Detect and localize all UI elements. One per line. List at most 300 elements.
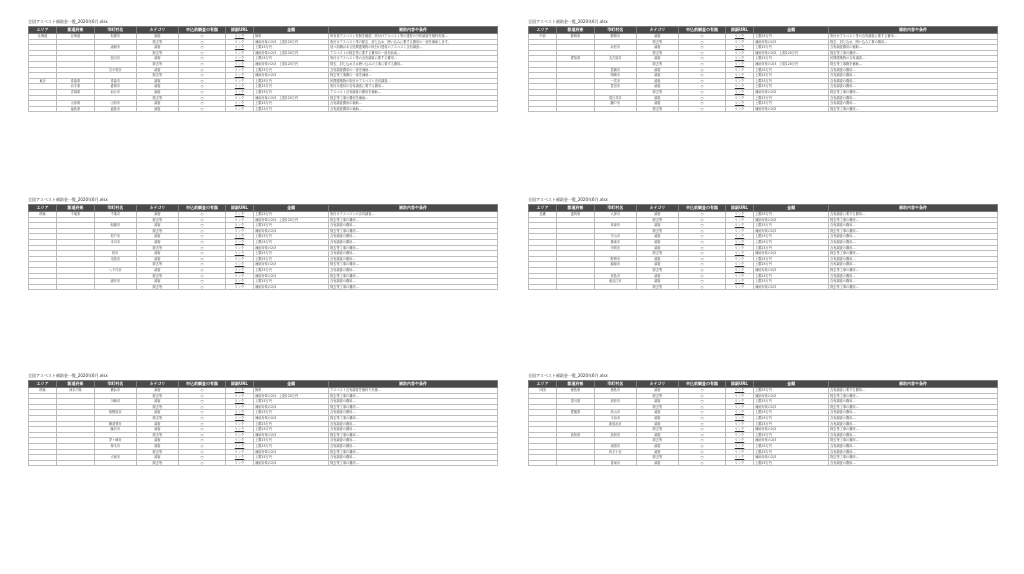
subsidy-table <box>528 380 998 466</box>
cell-cat: 調査 <box>636 223 678 229</box>
column-header: エリア <box>529 205 557 212</box>
detail-link[interactable]: リンク <box>725 61 753 67</box>
cell-pre: ○ <box>679 101 726 107</box>
cell-cond: 含有調査の費用… <box>829 73 998 79</box>
detail-link[interactable]: リンク <box>725 449 753 455</box>
cell-cat: 除去等 <box>636 89 678 95</box>
cell-cat: 調査 <box>636 256 678 262</box>
cell-cat: 除去等 <box>136 95 178 101</box>
page-header: 全国アスベスト補助金一覧_2020年6月.xlsx <box>528 197 608 202</box>
cell-cat: 調査 <box>636 245 678 251</box>
detail-link[interactable]: リンク <box>725 460 753 466</box>
cell-cond: 除去等工事の費用… <box>829 106 998 112</box>
detail-link[interactable]: リンク <box>225 239 253 245</box>
detail-link[interactable]: リンク <box>725 279 753 285</box>
table-row <box>29 460 498 466</box>
cell-cond: 除去等工事の費用を補助… <box>329 95 498 101</box>
detail-link[interactable]: リンク <box>725 73 753 79</box>
cell-cat: 調査 <box>136 34 178 40</box>
cell-cat: 調査 <box>136 251 178 257</box>
detail-link[interactable]: リンク <box>225 267 253 273</box>
cell-pre: ○ <box>179 228 226 234</box>
cell-pre: ○ <box>179 432 226 438</box>
cell-cat: 除去等 <box>136 404 178 410</box>
cell-cat: 除去等 <box>636 427 678 433</box>
cell-cond: 除去等工事の費用… <box>329 245 498 251</box>
column-header: カテゴリ <box>636 27 678 34</box>
detail-link[interactable]: リンク <box>225 56 253 62</box>
cell-cond: 含有調査の費用… <box>329 438 498 444</box>
cell-city: 札幌市 <box>94 34 136 40</box>
cell-cat: 調査 <box>136 223 178 229</box>
cell-region <box>29 284 57 290</box>
cell-cond: 含有調査の費用… <box>829 443 998 449</box>
cell-city: 浜松市 <box>594 45 636 51</box>
cell-pre: ○ <box>679 455 726 461</box>
detail-link[interactable]: リンク <box>225 399 253 405</box>
detail-link[interactable]: リンク <box>725 284 753 290</box>
cell-amount: 上限25万円 <box>754 256 829 262</box>
cell-region <box>529 460 557 466</box>
cell-cat: 調査 <box>136 443 178 449</box>
detail-link[interactable]: リンク <box>725 438 753 444</box>
detail-link[interactable]: リンク <box>725 273 753 279</box>
column-header: 市町村名 <box>94 381 136 388</box>
detail-link[interactable]: リンク <box>225 393 253 399</box>
cell-pre: ○ <box>679 45 726 51</box>
cell-pref: 千葉県 <box>57 212 95 218</box>
cell-cond: アスベスト含有調査を無料で実施… <box>329 388 498 394</box>
cell-pref <box>57 284 95 290</box>
cell-cat: 除去等 <box>636 393 678 399</box>
cell-cond: 含有調査の費用… <box>829 432 998 438</box>
cell-city <box>594 284 636 290</box>
detail-link[interactable]: リンク <box>225 67 253 73</box>
cell-cat: 調査 <box>636 432 678 438</box>
cell-amount: 補助対象の2/3 <box>754 455 829 461</box>
detail-link[interactable]: リンク <box>725 228 753 234</box>
cell-cond: 含有調査の費用… <box>829 279 998 285</box>
cell-amount: 補助対象の2/3、上限120万円 <box>754 50 829 56</box>
detail-link[interactable]: リンク <box>225 39 253 45</box>
cell-amount: 上限25万円 <box>254 251 329 257</box>
column-header: 都道府県 <box>557 381 595 388</box>
cell-amount: 上限25万円 <box>754 279 829 285</box>
cell-amount: 上限25万円 <box>754 234 829 240</box>
detail-link[interactable]: リンク <box>225 228 253 234</box>
cell-cond: 含有調査の費用… <box>829 245 998 251</box>
detail-link[interactable]: リンク <box>725 404 753 410</box>
cell-cat: 調査 <box>636 73 678 79</box>
detail-link[interactable]: リンク <box>225 34 253 40</box>
cell-cond: 含有調査に要する費用… <box>829 388 998 394</box>
cell-cond: 含有調査の費用… <box>329 234 498 240</box>
detail-link[interactable]: リンク <box>225 84 253 90</box>
detail-link[interactable]: リンク <box>225 212 253 218</box>
detail-link[interactable]: リンク <box>725 415 753 421</box>
cell-cat: 除去等 <box>136 61 178 67</box>
subsidy-table <box>528 204 998 290</box>
subsidy-table <box>28 204 498 290</box>
cell-amount: 補助対象の2/3 <box>754 438 829 444</box>
detail-link[interactable]: リンク <box>225 455 253 461</box>
detail-link[interactable]: リンク <box>225 217 253 223</box>
cell-cat: 調査 <box>136 234 178 240</box>
detail-link[interactable]: リンク <box>725 106 753 112</box>
cell-cond: 除去等工事の費用… <box>329 262 498 268</box>
cell-amount: 補助対象の2/3 <box>754 404 829 410</box>
cell-amount: 上限25万円 <box>254 267 329 273</box>
detail-link[interactable]: リンク <box>225 404 253 410</box>
cell-amount: 上限25万円 <box>254 399 329 405</box>
cell-amount: 上限25万円 <box>754 415 829 421</box>
cell-pre: ○ <box>179 388 226 394</box>
sheet-page <box>528 372 998 466</box>
sheet-page <box>28 18 498 112</box>
cell-pref: 青森県 <box>57 78 95 84</box>
cell-city: 豊橋市 <box>594 67 636 73</box>
detail-link[interactable]: リンク <box>725 262 753 268</box>
column-header: 補助内容や条件 <box>329 27 498 34</box>
cell-amount: 上限25万円 <box>754 67 829 73</box>
cell-cond: 含有調査の費用… <box>829 273 998 279</box>
cell-city <box>594 106 636 112</box>
detail-link[interactable]: リンク <box>725 267 753 273</box>
cell-city: 高松市 <box>594 399 636 405</box>
cell-pre: ○ <box>679 432 726 438</box>
detail-link[interactable]: リンク <box>225 443 253 449</box>
cell-cond: 含有調査の費用… <box>329 427 498 433</box>
column-header: エリア <box>29 381 57 388</box>
cell-city: 野洲市 <box>594 256 636 262</box>
column-header: 詳細URL <box>225 381 253 388</box>
cell-amount: 上限25万円 <box>254 212 329 218</box>
detail-link[interactable]: リンク <box>225 50 253 56</box>
cell-city: 名古屋市 <box>594 56 636 62</box>
cell-cond: 除去、封じ込め又は囲い込みの工事に要する費用… <box>329 61 498 67</box>
cell-pre: ○ <box>679 262 726 268</box>
cell-city: 山形市 <box>94 101 136 107</box>
cell-pre: ○ <box>179 421 226 427</box>
cell-pref: 高知県 <box>557 432 595 438</box>
cell-city: 東近江市 <box>594 279 636 285</box>
cell-pref: 徳島県 <box>557 388 595 394</box>
detail-link[interactable]: リンク <box>725 212 753 218</box>
cell-cond: 含有調査の費用… <box>829 421 998 427</box>
page-header: 全国アスベスト補助金一覧_2020年6月.xlsx <box>28 197 108 202</box>
cell-pre: ○ <box>679 84 726 90</box>
column-header: 都道府県 <box>557 205 595 212</box>
cell-city: 岡崎市 <box>594 73 636 79</box>
detail-link[interactable]: リンク <box>725 56 753 62</box>
detail-link[interactable]: リンク <box>725 67 753 73</box>
detail-link[interactable]: リンク <box>725 443 753 449</box>
cell-pre: ○ <box>179 284 226 290</box>
cell-cond: 含有調査費用の補助… <box>329 106 498 112</box>
cell-cat: 除去等 <box>636 106 678 112</box>
column-header: 申込前調査の有無 <box>679 381 726 388</box>
cell-cat: 除去等 <box>636 50 678 56</box>
sheet-page <box>28 196 498 290</box>
cell-amount: 上限25万円 <box>754 262 829 268</box>
detail-link[interactable]: リンク <box>225 262 253 268</box>
page-header: 全国アスベスト補助金一覧_2020年6月.xlsx <box>528 19 608 24</box>
page-header: 全国アスベスト補助金一覧_2020年6月.xlsx <box>28 19 108 24</box>
cell-city: 横須賀市 <box>94 421 136 427</box>
column-header: 金額 <box>754 205 829 212</box>
detail-link[interactable]: リンク <box>225 273 253 279</box>
cell-cond: 吹付け建材の含有調査に要する費用… <box>329 84 498 90</box>
cell-pre: ○ <box>679 56 726 62</box>
detail-link[interactable]: リンク <box>225 223 253 229</box>
detail-link[interactable]: リンク <box>725 421 753 427</box>
cell-pre: ○ <box>679 393 726 399</box>
cell-amount: 補助対象の2/3 <box>254 228 329 234</box>
cell-cat: 調査 <box>636 388 678 394</box>
cell-city: 横浜市 <box>94 388 136 394</box>
column-header: エリア <box>29 205 57 212</box>
detail-link[interactable]: リンク <box>725 410 753 416</box>
cell-amount: 上限25万円 <box>254 223 329 229</box>
cell-cond: 所有者アスベスト有無を確認、吹付けアスベスト等の建材の分析調査を無料実施… <box>329 34 498 40</box>
detail-link[interactable]: リンク <box>725 399 753 405</box>
detail-link[interactable]: リンク <box>225 438 253 444</box>
column-header: 申込前調査の有無 <box>679 27 726 34</box>
cell-pref: 山形県 <box>57 101 95 107</box>
detail-link[interactable]: リンク <box>725 39 753 45</box>
detail-link[interactable]: リンク <box>725 223 753 229</box>
detail-link[interactable]: リンク <box>225 89 253 95</box>
detail-link[interactable]: リンク <box>225 421 253 427</box>
column-header: 申込前調査の有無 <box>179 27 226 34</box>
column-header: 申込前調査の有無 <box>179 381 226 388</box>
detail-link[interactable]: リンク <box>725 45 753 51</box>
detail-link[interactable]: リンク <box>225 432 253 438</box>
cell-pref: 福島県 <box>57 106 95 112</box>
cell-cat: 調査 <box>636 449 678 455</box>
cell-amount: 上限25万円 <box>254 427 329 433</box>
detail-link[interactable]: リンク <box>725 84 753 90</box>
detail-link[interactable]: リンク <box>725 217 753 223</box>
cell-city: 瀬戸市 <box>594 101 636 107</box>
cell-pre: ○ <box>179 443 226 449</box>
cell-pre: ○ <box>179 460 226 466</box>
cell-pre: ○ <box>179 273 226 279</box>
detail-link[interactable]: リンク <box>225 460 253 466</box>
detail-link[interactable]: リンク <box>225 388 253 394</box>
cell-pre: ○ <box>679 438 726 444</box>
cell-cond: 含有調査の費用… <box>829 67 998 73</box>
cell-cat: 除去等 <box>136 273 178 279</box>
detail-link[interactable]: リンク <box>225 45 253 51</box>
cell-cond: 含有調査の費用… <box>829 239 998 245</box>
detail-link[interactable]: リンク <box>725 95 753 101</box>
cell-amount: 補助対象の2/3 <box>254 245 329 251</box>
cell-amount: 上限25万円 <box>754 101 829 107</box>
page-header: 全国アスベスト補助金一覧_2020年6月.xlsx <box>28 373 108 378</box>
cell-amount: 無料 <box>254 388 329 394</box>
cell-amount: 補助対象の2/3、上限120万円 <box>254 61 329 67</box>
cell-city: 市原市 <box>94 256 136 262</box>
cell-cond: 延べ面積がある民間建築物の吹付け建材のアスベスト含有調査… <box>329 45 498 51</box>
cell-cat: 調査 <box>136 101 178 107</box>
cell-city: 茅ヶ崎市 <box>94 438 136 444</box>
cell-city: 草津市 <box>594 223 636 229</box>
detail-link[interactable]: リンク <box>725 78 753 84</box>
cell-amount: 上限25万円 <box>254 101 329 107</box>
cell-pre: ○ <box>179 410 226 416</box>
detail-link[interactable]: リンク <box>225 251 253 257</box>
detail-link[interactable]: リンク <box>725 388 753 394</box>
cell-cond: 含有調査の費用… <box>829 262 998 268</box>
cell-cond: 除去等工事の費用… <box>329 217 498 223</box>
cell-cat: 除去等 <box>136 415 178 421</box>
detail-link[interactable]: リンク <box>725 34 753 40</box>
page-header: 全国アスベスト補助金一覧_2020年6月.xlsx <box>528 373 608 378</box>
detail-link[interactable]: リンク <box>225 284 253 290</box>
cell-amount: 補助対象の2/3、上限120万円 <box>254 393 329 399</box>
cell-city: 高知市 <box>594 432 636 438</box>
detail-link[interactable]: リンク <box>725 239 753 245</box>
detail-link[interactable]: リンク <box>725 427 753 433</box>
cell-amount: 上限25万円 <box>254 410 329 416</box>
cell-pre: ○ <box>679 251 726 257</box>
detail-link[interactable]: リンク <box>225 415 253 421</box>
cell-pre: ○ <box>179 89 226 95</box>
cell-cond: 含有調査に要する費用… <box>829 212 998 218</box>
detail-link[interactable]: リンク <box>225 78 253 84</box>
cell-amount: 上限25万円 <box>754 460 829 466</box>
detail-link[interactable]: リンク <box>225 95 253 101</box>
detail-link[interactable]: リンク <box>225 101 253 107</box>
cell-pref: 北海道 <box>57 34 95 40</box>
cell-cat: 除去等 <box>136 39 178 45</box>
cell-amount: 補助対象の2/3、上限120万円 <box>754 61 829 67</box>
detail-link[interactable]: リンク <box>725 251 753 257</box>
detail-link[interactable]: リンク <box>725 455 753 461</box>
detail-link[interactable]: リンク <box>225 427 253 433</box>
column-header: カテゴリ <box>636 381 678 388</box>
detail-link[interactable]: リンク <box>225 61 253 67</box>
detail-link[interactable]: リンク <box>725 256 753 262</box>
cell-pref <box>557 106 595 112</box>
cell-cond: アスベスト含有調査の費用を補助… <box>329 89 498 95</box>
cell-city: 函館市 <box>94 45 136 51</box>
cell-pre: ○ <box>679 212 726 218</box>
cell-city: 旭川市 <box>94 56 136 62</box>
cell-cond: 含有調査の費用… <box>829 84 998 90</box>
table-header-row <box>529 205 998 212</box>
cell-amount: 補助対象の2/3 <box>754 427 829 433</box>
cell-cond: 含有調査の費用… <box>829 78 998 84</box>
detail-link[interactable]: リンク <box>225 279 253 285</box>
detail-link[interactable]: リンク <box>225 410 253 416</box>
detail-link[interactable]: リンク <box>725 101 753 107</box>
detail-link[interactable]: リンク <box>225 234 253 240</box>
cell-city <box>94 284 136 290</box>
cell-amount: 補助対象の2/3 <box>254 460 329 466</box>
column-header: 詳細URL <box>725 205 753 212</box>
detail-link[interactable]: リンク <box>225 256 253 262</box>
table-header-row <box>529 381 998 388</box>
cell-city <box>94 460 136 466</box>
cell-cond: 除去等工事の費用… <box>829 284 998 290</box>
cell-amount: 補助対象の2/3 <box>754 106 829 112</box>
sheet-page <box>28 372 498 466</box>
cell-pre: ○ <box>679 61 726 67</box>
cell-amount: 上限25万円 <box>754 399 829 405</box>
cell-amount: 上限25万円 <box>254 443 329 449</box>
cell-city: 藤沢市 <box>94 427 136 433</box>
cell-pre: ○ <box>679 67 726 73</box>
cell-pref: 岩手県 <box>57 84 95 90</box>
cell-cat: 除去等 <box>636 284 678 290</box>
detail-link[interactable]: リンク <box>725 234 753 240</box>
cell-cond: 除去、封じ込め、囲い込み工事の費用… <box>829 39 998 45</box>
cell-pre: ○ <box>679 421 726 427</box>
cell-cat: 調査 <box>636 460 678 466</box>
cell-amount: 上限25万円 <box>754 78 829 84</box>
detail-link[interactable]: リンク <box>725 393 753 399</box>
cell-amount: 上限25万円 <box>754 449 829 455</box>
subsidy-table <box>528 26 998 112</box>
detail-link[interactable]: リンク <box>225 106 253 112</box>
cell-region: 近畿 <box>529 212 557 218</box>
cell-cond: 除去等工事の費用… <box>329 460 498 466</box>
detail-link[interactable]: リンク <box>225 73 253 79</box>
cell-cat: 除去等 <box>136 432 178 438</box>
column-header: 詳細URL <box>725 381 753 388</box>
cell-cond: 含有調査の費用… <box>829 399 998 405</box>
cell-cond: 含有調査の費用… <box>329 251 498 257</box>
cell-amount: 上限25万円 <box>754 273 829 279</box>
cell-cond: 含有調査の費用… <box>329 455 498 461</box>
cell-amount: 上限25万円 <box>254 438 329 444</box>
cell-pre: ○ <box>179 95 226 101</box>
cell-cat: 調査 <box>636 34 678 40</box>
cell-cat: 除去等 <box>136 393 178 399</box>
cell-cond: 含有調査の費用… <box>329 239 498 245</box>
detail-link[interactable]: リンク <box>725 245 753 251</box>
cell-cat: 除去等 <box>636 267 678 273</box>
cell-pre: ○ <box>679 78 726 84</box>
column-header: 市町村名 <box>594 381 636 388</box>
cell-cat: 除去等 <box>136 449 178 455</box>
cell-cat: 調査 <box>136 45 178 51</box>
column-header: 補助内容や条件 <box>829 205 998 212</box>
cell-amount: 補助対象の2/3 <box>254 262 329 268</box>
cell-pre: ○ <box>679 239 726 245</box>
cell-pre: ○ <box>679 89 726 95</box>
cell-cat: 調査 <box>636 421 678 427</box>
cell-region: 四国 <box>529 388 557 394</box>
cell-cond: 除去等工事の費用… <box>829 393 998 399</box>
detail-link[interactable]: リンク <box>725 89 753 95</box>
detail-link[interactable]: リンク <box>225 449 253 455</box>
cell-cond: 除去等工事の費用… <box>329 449 498 455</box>
cell-cond: 除去等工事の費用… <box>829 404 998 410</box>
cell-city: 柏市 <box>94 251 136 257</box>
detail-link[interactable]: リンク <box>725 432 753 438</box>
column-header: 詳細URL <box>225 27 253 34</box>
cell-cond: 除去等工事の費用… <box>829 89 998 95</box>
cell-cat: 調査 <box>636 415 678 421</box>
cell-pre: ○ <box>679 399 726 405</box>
column-header: 金額 <box>254 205 329 212</box>
detail-link[interactable]: リンク <box>725 50 753 56</box>
detail-link[interactable]: リンク <box>225 245 253 251</box>
cell-city: 松山市 <box>594 410 636 416</box>
